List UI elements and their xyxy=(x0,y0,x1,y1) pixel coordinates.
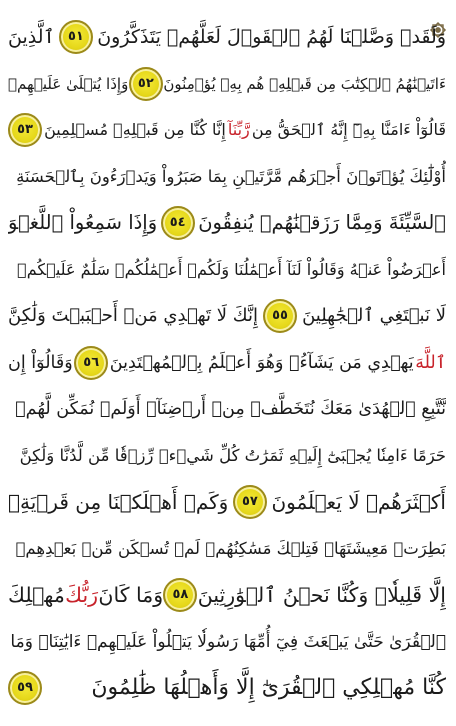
text-line-12 xyxy=(8,526,446,572)
verse-text: يَهۡدِي مَن يَشَآءُۚ وَهُوَ أَعۡلَمُ بِٱلۡمُهۡتَدِينَ xyxy=(109,352,414,373)
text-line-10 xyxy=(8,433,446,479)
verse-number-marker: ٥٧ xyxy=(233,485,267,519)
verse-text: وَلَقَدۡ وَصَّلۡنَا لَهُمُ ٱلۡقَوۡلَ لَعَلَّهُمۡ يَتَذَكَّرُونَ xyxy=(97,26,446,48)
text-line-9 xyxy=(8,386,446,432)
divine-name-text: رَّبِّنَآ xyxy=(227,120,250,139)
verse-number-marker: ٥٦ xyxy=(74,346,108,380)
verse-text: وَإِذَا سَمِعُواْ ٱللَّغۡوَ xyxy=(8,211,158,234)
verse-text: نَّتَّبِعِ ٱلۡهُدَىٰ مَعَكَ نُتَخَطَّفۡ مِنۡ أَرۡضِنَآۚ أَوَلَمۡ نُمَكِّن لَّهُمۡ xyxy=(15,399,446,419)
divine-name-text: ٱللَّهَ xyxy=(415,352,446,373)
text-line-1 xyxy=(8,14,446,60)
verse-text: حَرَمًا ءَامِنٗا يُجۡبَىٰٓ إِلَيۡهِ ثَمَرَٰتُ كُلِّ شَيۡءٖ رِّزۡقٗا مِّن لَّدُنَّا وَلَٰكِنَّ xyxy=(19,445,446,465)
verse-number-marker: ٥٣ xyxy=(8,113,42,147)
text-line-15 xyxy=(8,665,446,711)
text-line-4 xyxy=(8,154,446,200)
verse-text: إِنَّكَ لَا تَهۡدِي مَنۡ أَحۡبَبۡتَ وَلَٰكِنَّ xyxy=(8,305,258,326)
verse-text: لَا نَبۡتَغِي ٱلۡجَٰهِلِينَ xyxy=(302,305,446,326)
verse-text: أَعۡرَضُواْ عَنۡهُ وَقَالُواْ لَنَآ أَعۡمَٰلُنَا وَلَكُمۡ أَعۡمَٰلُكُمۡ سَلَٰمٌ عَلَيۡكُمۡ xyxy=(17,259,446,279)
verse-text: أُوْلَٰٓئِكَ يُؤۡتَوۡنَ أَجۡرَهُم مَّرَّتَيۡنِ بِمَا صَبَرُواْ وَيَدۡرَءُونَ بِٱلۡحَسَنَةِ xyxy=(16,166,446,186)
text-line-13 xyxy=(8,572,446,618)
verse-number-marker: ٥٩ xyxy=(8,671,42,705)
verse-text: ٱلۡقُرَىٰ حَتَّىٰ يَبۡعَثَ فِيٓ أُمِّهَا رَسُولٗا يَتۡلُواْ عَلَيۡهِمۡ ءَايَٰتِنَاۚ وَمَا xyxy=(10,631,446,652)
text-line-11 xyxy=(8,479,446,525)
verse-text: بَطِرَتۡ مَعِيشَتَهَاۖ فَتِلۡكَ مَسَٰكِنُهُمۡ لَمۡ تُسۡكَن مِّنۢ بَعۡدِهِمۡ xyxy=(15,538,446,558)
text-line-7 xyxy=(8,293,446,339)
text-line-3 xyxy=(8,107,446,153)
verse-text: كُنَّا مُهۡلِكِي ٱلۡقُرَىٰٓ إِلَّا وَأَهۡلُهَا ظَٰلِمُونَ xyxy=(91,675,446,700)
verse-number-marker: ٥١ xyxy=(59,20,93,54)
verse-text: وَقَالُوٓاْ إِن xyxy=(8,352,73,373)
text-line-2 xyxy=(8,61,446,107)
text-line-14 xyxy=(8,619,446,665)
verse-number-marker: ٥٤ xyxy=(161,206,195,240)
verse-text: ٱلَّذِينَ xyxy=(8,26,55,48)
verse-number-marker: ٥٨ xyxy=(163,578,197,612)
verse-text: إِنَّا كُنَّا مِن قَبۡلِهِۦ مُسۡلِمِينَ xyxy=(44,120,226,139)
divine-name-text: رَبُّكَ xyxy=(65,583,99,607)
verse-text: أَكۡثَرَهُمۡ لَا يَعۡلَمُونَ xyxy=(271,490,446,514)
verse-text: مُهۡلِكَ xyxy=(8,583,65,607)
verse-number-marker: ٥٥ xyxy=(263,299,297,333)
text-line-6 xyxy=(8,247,446,293)
text-line-8 xyxy=(8,340,446,386)
verse-text: وَمَا كَانَ xyxy=(98,583,164,607)
verse-text: وَإِذَا يُتۡلَىٰ عَلَيۡهِمۡ xyxy=(8,74,129,93)
verse-text: ٱلسَّيِّئَةَ وَمِمَّا رَزَقۡنَٰهُمۡ يُنفِقُونَ xyxy=(198,211,446,234)
verse-text: إِلَّا قَلِيلٗاۖ وَكُنَّا نَحۡنُ ٱلۡوَٰرِثِينَ xyxy=(197,583,446,607)
verse-text: ءَاتَيۡنَٰهُمُ ٱلۡكِتَٰبَ مِن قَبۡلِهِۦ هُم بِهِۦ يُؤۡمِنُونَ xyxy=(163,74,446,93)
verse-text: قَالُوٓاْ ءَامَنَّا بِهِۦٓ إِنَّهُ ٱلۡحَقُّ مِن xyxy=(251,120,446,139)
verse-number-marker: ٥٢ xyxy=(129,67,163,101)
verse-text: وَكَمۡ أَهۡلَكۡنَا مِن قَرۡيَةِۭ xyxy=(8,490,229,514)
text-line-5 xyxy=(8,200,446,246)
quran-text-block xyxy=(8,14,446,718)
